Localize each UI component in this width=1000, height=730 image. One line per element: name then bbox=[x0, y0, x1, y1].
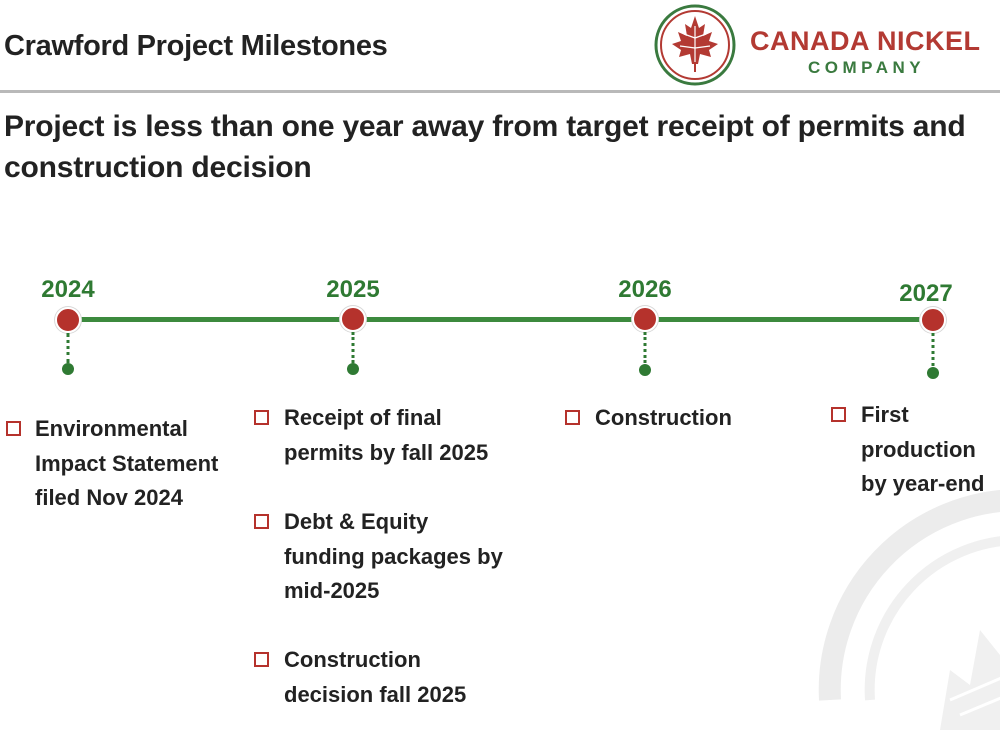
anchor-dot-2025 bbox=[347, 363, 359, 375]
year-label-2026: 2026 bbox=[618, 276, 672, 303]
checkbox-icon bbox=[254, 410, 269, 425]
anchor-dot-2027 bbox=[927, 367, 939, 379]
milestone-item-production: First production by year-end bbox=[861, 402, 985, 496]
logo-text: CANADA NICKEL bbox=[750, 26, 981, 56]
connector-2027 bbox=[932, 333, 935, 366]
connector-2024 bbox=[67, 333, 70, 363]
checkbox-icon bbox=[6, 421, 21, 436]
timeline-line bbox=[68, 317, 934, 322]
year-label-2027: 2027 bbox=[899, 280, 953, 307]
checkbox-icon bbox=[254, 514, 269, 529]
slide-subtitle: Project is less than one year away from target receipt of permits and construction decision bbox=[4, 110, 966, 184]
connector-2025 bbox=[352, 332, 355, 363]
maple-leaf-icon bbox=[652, 2, 738, 88]
logo-subtext: COMPANY bbox=[808, 58, 926, 77]
milestone-item-construction: Construction bbox=[595, 405, 732, 430]
connector-2026 bbox=[644, 332, 647, 363]
year-label-2025: 2025 bbox=[326, 276, 380, 303]
watermark-logo-icon bbox=[800, 470, 1000, 730]
checkbox-icon bbox=[254, 652, 269, 667]
milestone-item-funding: Debt & Equity funding packages by mid-2025 bbox=[284, 509, 503, 603]
company-logo bbox=[650, 2, 1000, 88]
anchor-dot-2026 bbox=[639, 364, 651, 376]
milestone-item-decision: Construction decision fall 2025 bbox=[284, 647, 467, 707]
milestone-dot-2027 bbox=[920, 307, 946, 333]
milestone-item-eis: Environmental Impact Statement filed Nov 2024 bbox=[35, 416, 219, 510]
milestone-dot-2025 bbox=[340, 306, 366, 332]
page-title: Crawford Project Milestones bbox=[4, 30, 388, 62]
header-divider bbox=[0, 90, 1000, 93]
milestone-dot-2024 bbox=[55, 307, 81, 333]
year-label-2024: 2024 bbox=[41, 276, 95, 303]
checkbox-icon bbox=[831, 407, 846, 422]
milestone-item-permits: Receipt of final permits by fall 2025 bbox=[284, 405, 489, 465]
anchor-dot-2024 bbox=[62, 363, 74, 375]
milestone-dot-2026 bbox=[632, 306, 658, 332]
checkbox-icon bbox=[565, 410, 580, 425]
